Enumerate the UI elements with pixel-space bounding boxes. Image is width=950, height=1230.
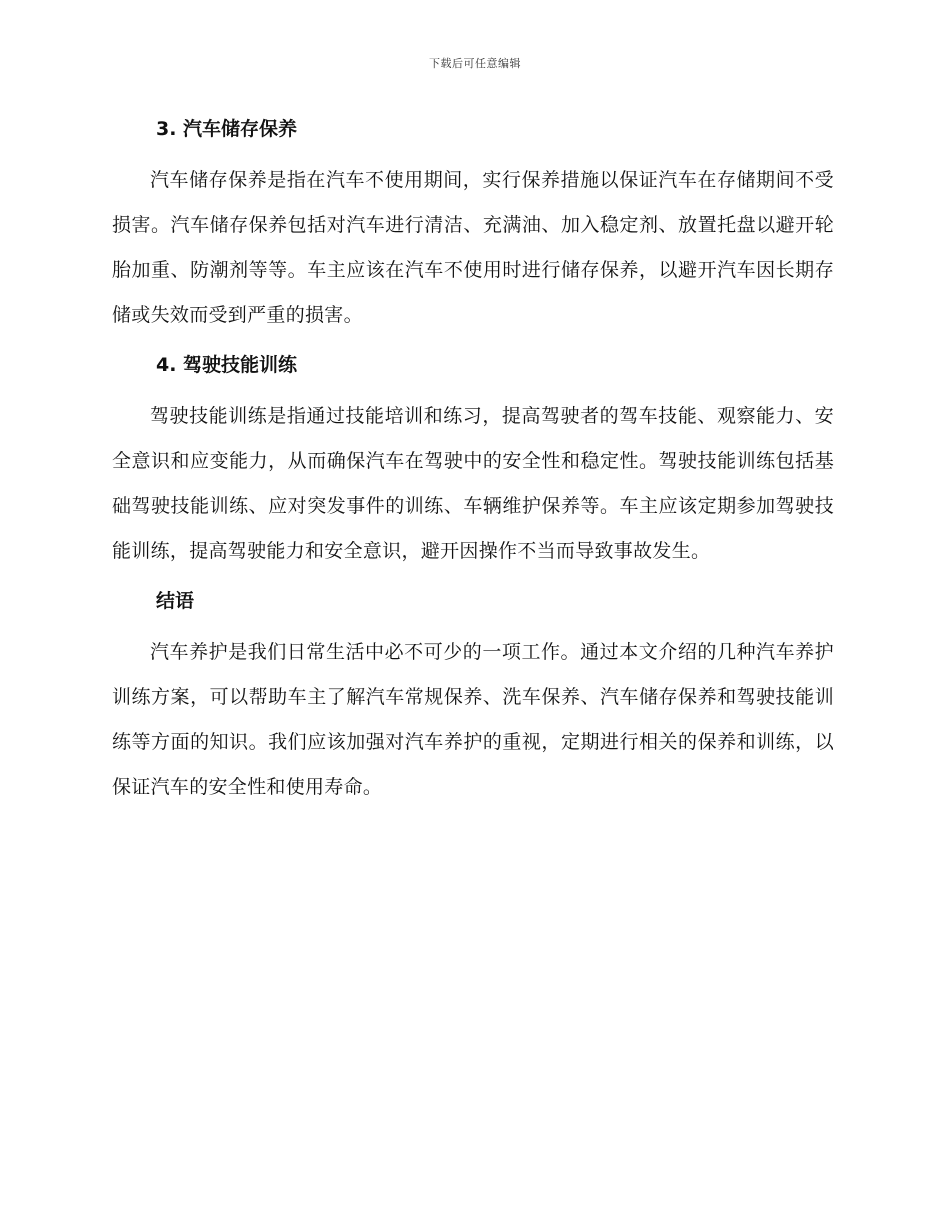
section-conclusion bbox=[112, 584, 834, 810]
section-heading: 4. 驾驶技能训练 bbox=[156, 354, 298, 376]
section-heading: 3. 汽车储存保养 bbox=[156, 118, 298, 140]
document-body bbox=[112, 112, 834, 820]
section-heading: 结语 bbox=[156, 590, 195, 612]
section-driving-skill-training bbox=[112, 348, 834, 574]
section-paragraph: 汽车储存保养是指在汽车不使用期间，实行保养措施以保证汽车在存储期间不受损害。汽车储存保养包括对汽车进行清洁、充满油、加入稳定剂、放置托盘以避开轮胎加重、防潮剂等等。车主应该在汽车不使用时进行储存保养，以避开汽车因长期存储或失效而受到严重的损害。 bbox=[112, 169, 834, 326]
page-header: 下载后可任意编辑 bbox=[429, 57, 521, 70]
section-paragraph: 汽车养护是我们日常生活中必不可少的一项工作。通过本文介绍的几种汽车养护训练方案，可以帮助车主了解汽车常规保养、洗车保养、汽车储存保养和驾驶技能训练等方面的知识。我们应该加强对汽车养护的重视，定期进行相关的保养和训练，以保证汽车的安全性和使用寿命。 bbox=[112, 641, 834, 798]
section-car-storage-maintenance bbox=[112, 112, 834, 338]
section-paragraph: 驾驶技能训练是指通过技能培训和练习，提高驾驶者的驾车技能、观察能力、安全意识和应变能力，从而确保汽车在驾驶中的安全性和稳定性。驾驶技能训练包括基础驾驶技能训练、应对突发事件的训练、车辆维护保养等。车主应该定期参加驾驶技能训练，提高驾驶能力和安全意识，避开因操作不当而导致事故发生。 bbox=[112, 405, 834, 562]
